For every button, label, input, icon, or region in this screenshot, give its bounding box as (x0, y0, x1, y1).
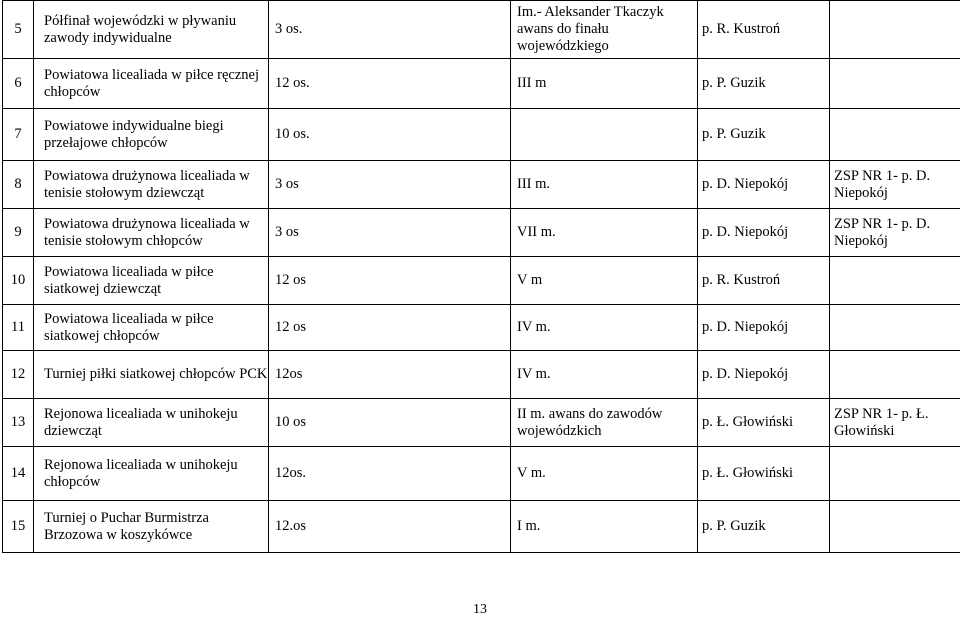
teacher: p. P. Guzik (698, 109, 830, 161)
teacher: p. R. Kustroń (698, 257, 830, 305)
teacher: p. D. Niepokój (698, 305, 830, 351)
table-row (3, 351, 960, 399)
result: II m. awans do zawodów wojewódzkich (511, 399, 698, 447)
notes: ZSP NR 1- p. D. Niepokój (830, 209, 960, 257)
participants: 12 os (269, 257, 511, 305)
row-number: 8 (3, 161, 34, 209)
row-number: 12 (3, 351, 34, 399)
competitions-table (2, 0, 960, 553)
result: I m. (511, 501, 698, 553)
table-row (3, 1, 960, 59)
result: VII m. (511, 209, 698, 257)
teacher: p. Ł. Głowiński (698, 447, 830, 501)
teacher: p. Ł. Głowiński (698, 399, 830, 447)
row-number: 13 (3, 399, 34, 447)
participants: 12os. (269, 447, 511, 501)
row-number: 14 (3, 447, 34, 501)
result: IV m. (511, 351, 698, 399)
notes (830, 501, 960, 553)
notes (830, 1, 960, 59)
notes (830, 351, 960, 399)
result: Im.- Aleksander Tkaczyk awans do finału wojewódzkiego (511, 1, 698, 59)
table-row (3, 399, 960, 447)
participants: 10 os (269, 399, 511, 447)
table-row (3, 109, 960, 161)
teacher: p. D. Niepokój (698, 161, 830, 209)
competition-name: Powiatowa drużynowa licealiada w tenisie stołowym chłopców (34, 209, 269, 257)
competition-name: Powiatowa licealiada w piłce ręcznej chłopców (34, 59, 269, 109)
table-row (3, 501, 960, 553)
row-number: 7 (3, 109, 34, 161)
competition-name: Półfinał wojewódzki w pływaniu zawody indywidualne (34, 1, 269, 59)
participants: 3 os. (269, 1, 511, 59)
table-row (3, 161, 960, 209)
participants: 10 os. (269, 109, 511, 161)
table-row (3, 257, 960, 305)
teacher: p. R. Kustroń (698, 1, 830, 59)
notes: ZSP NR 1- p. Ł. Głowiński (830, 399, 960, 447)
notes: ZSP NR 1- p. D. Niepokój (830, 161, 960, 209)
competition-name: Powiatowa licealiada w piłce siatkowej chłopców (34, 305, 269, 351)
result: IV m. (511, 305, 698, 351)
table-row (3, 59, 960, 109)
row-number: 9 (3, 209, 34, 257)
competition-name: Powiatowe indywidualne biegi przełajowe chłopców (34, 109, 269, 161)
competition-name: Rejonowa licealiada w unihokeju dziewcząt (34, 399, 269, 447)
teacher: p. D. Niepokój (698, 209, 830, 257)
notes (830, 109, 960, 161)
notes (830, 257, 960, 305)
participants: 12os (269, 351, 511, 399)
competition-name: Rejonowa licealiada w unihokeju chłopców (34, 447, 269, 501)
row-number: 10 (3, 257, 34, 305)
table-row (3, 305, 960, 351)
row-number: 5 (3, 1, 34, 59)
teacher: p. P. Guzik (698, 501, 830, 553)
result: V m. (511, 447, 698, 501)
row-number: 6 (3, 59, 34, 109)
notes (830, 447, 960, 501)
table-row (3, 209, 960, 257)
row-number: 15 (3, 501, 34, 553)
result: III m. (511, 161, 698, 209)
competition-name: Turniej o Puchar Burmistrza Brzozowa w koszykówce (34, 501, 269, 553)
result (511, 109, 698, 161)
result: III m (511, 59, 698, 109)
page-number: 13 (0, 602, 960, 618)
teacher: p. P. Guzik (698, 59, 830, 109)
row-number: 11 (3, 305, 34, 351)
competition-name: Powiatowa drużynowa licealiada w tenisie stołowym dziewcząt (34, 161, 269, 209)
participants: 3 os (269, 209, 511, 257)
participants: 12 os (269, 305, 511, 351)
result: V m (511, 257, 698, 305)
notes (830, 59, 960, 109)
notes (830, 305, 960, 351)
participants: 12.os (269, 501, 511, 553)
competition-name: Powiatowa licealiada w piłce siatkowej dziewcząt (34, 257, 269, 305)
table-row (3, 447, 960, 501)
teacher: p. D. Niepokój (698, 351, 830, 399)
participants: 3 os (269, 161, 511, 209)
competition-name: Turniej piłki siatkowej chłopców PCK (34, 351, 269, 399)
participants: 12 os. (269, 59, 511, 109)
